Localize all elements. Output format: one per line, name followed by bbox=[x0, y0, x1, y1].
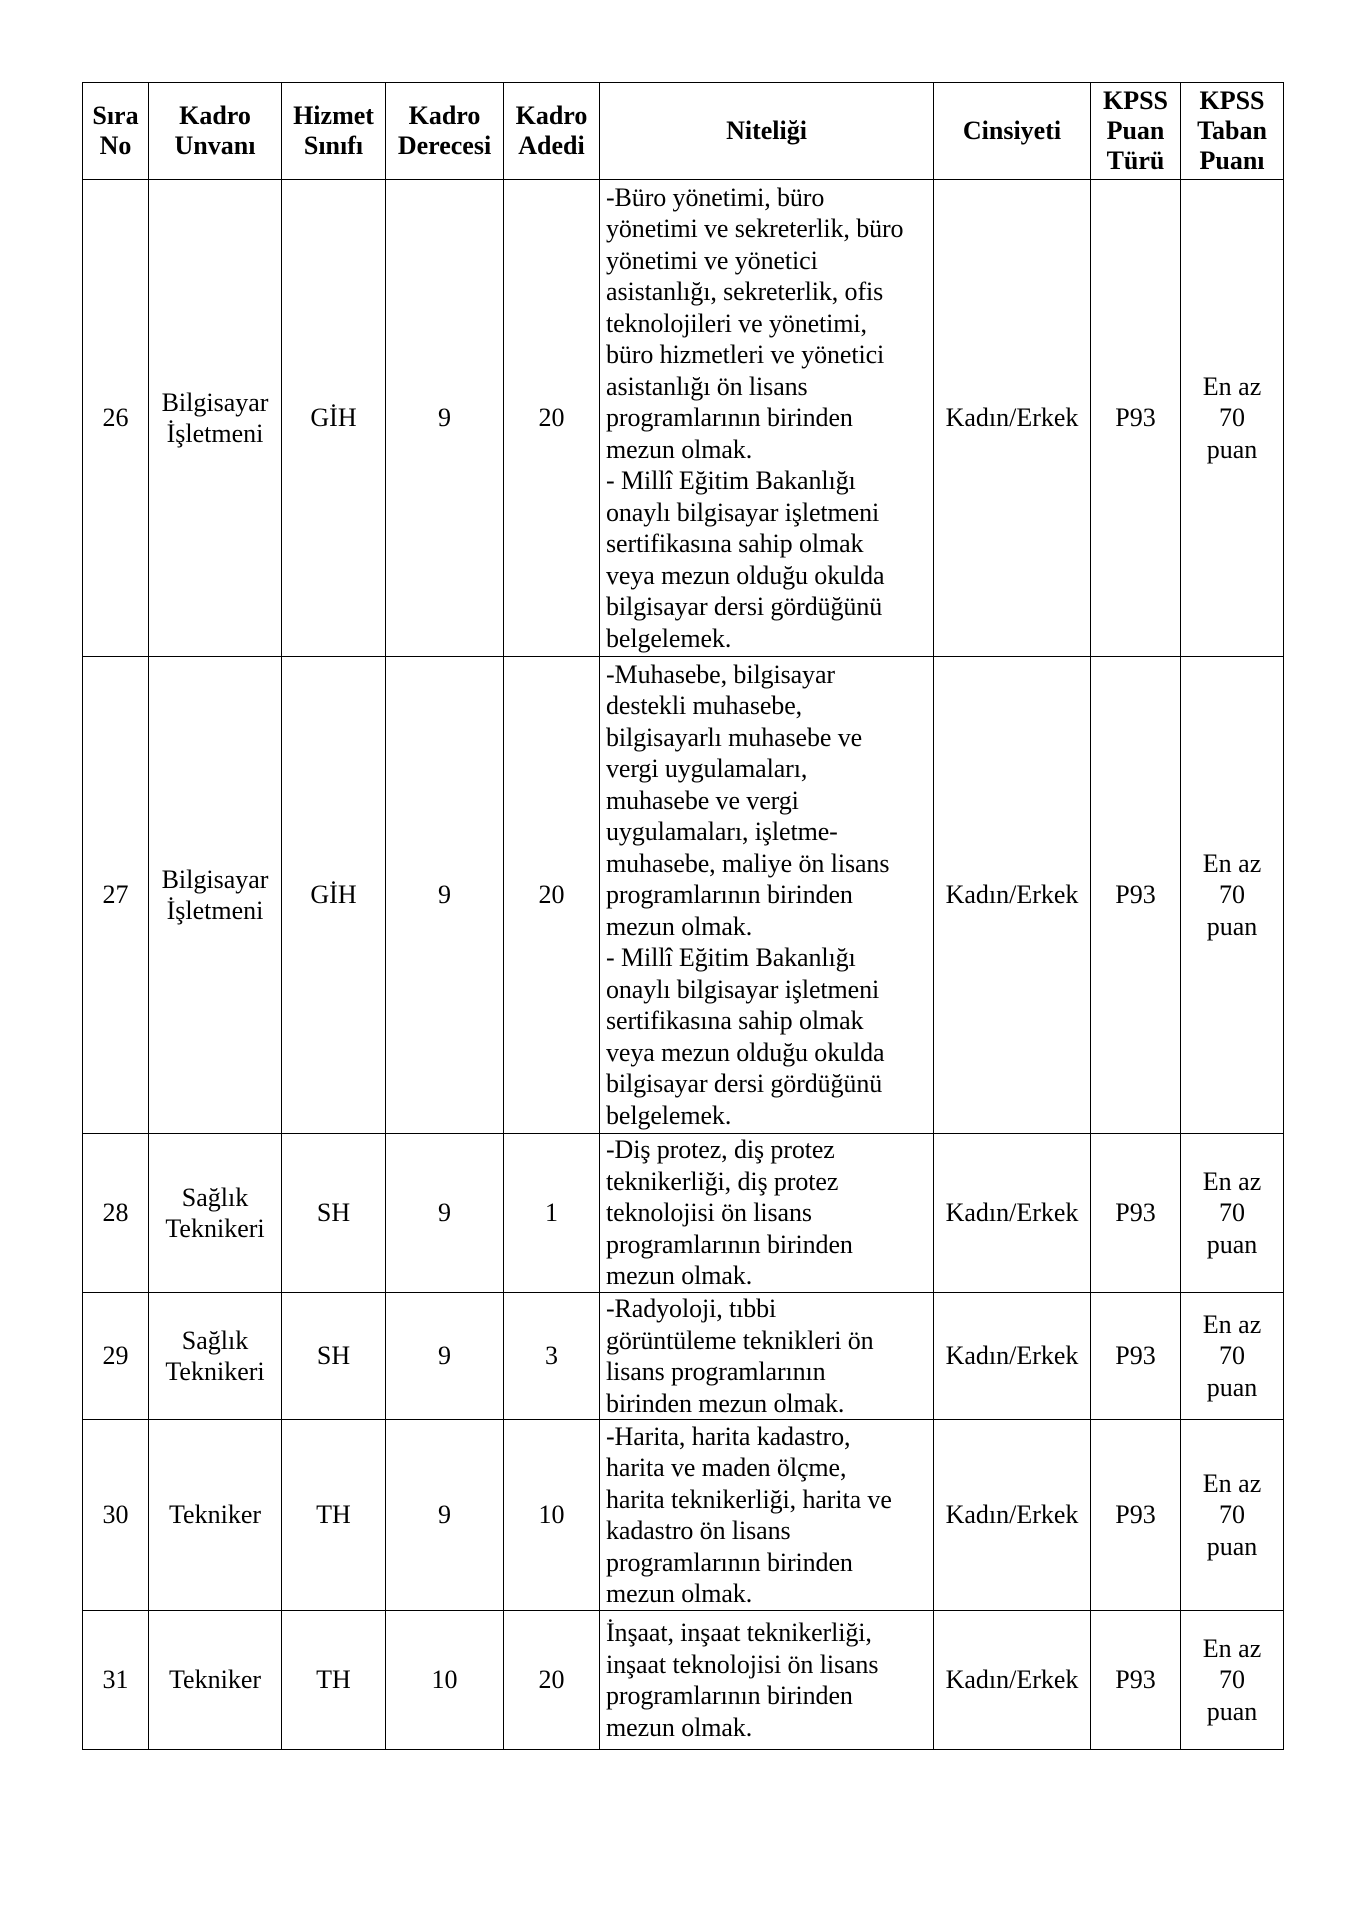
table-header-row bbox=[83, 83, 1284, 180]
cell-kpss-puan-turu: P93 bbox=[1091, 1611, 1181, 1750]
cell-kpss-taban-puani: En az 70 puan bbox=[1181, 1134, 1284, 1293]
cell-sira-no: 31 bbox=[83, 1611, 149, 1750]
table-row bbox=[83, 1293, 1284, 1420]
cell-kadro-derecesi: 9 bbox=[386, 1134, 504, 1293]
cell-kadro-adedi: 20 bbox=[504, 180, 600, 657]
cell-kadro-unvani: Sağlık Teknikeri bbox=[149, 1134, 282, 1293]
cell-cinsiyeti: Kadın/Erkek bbox=[934, 1134, 1091, 1293]
cell-niteligi: -Harita, harita kadastro, harita ve maden ölçme, harita teknikerliği, harita ve kadastro ön lisans programlarının birinden mezun olmak. bbox=[600, 1420, 934, 1611]
cell-hizmet-sinifi: TH bbox=[282, 1611, 386, 1750]
cell-hizmet-sinifi: SH bbox=[282, 1293, 386, 1420]
cell-kadro-derecesi: 9 bbox=[386, 1420, 504, 1611]
cell-niteligi: -Radyoloji, tıbbi görüntüleme teknikleri ön lisans programlarının birinden mezun olmak. bbox=[600, 1293, 934, 1420]
cell-cinsiyeti: Kadın/Erkek bbox=[934, 1293, 1091, 1420]
cell-niteligi: -Diş protez, diş protez teknikerliği, diş protez teknolojisi ön lisans programlarının birinden mezun olmak. bbox=[600, 1134, 934, 1293]
cell-hizmet-sinifi: SH bbox=[282, 1134, 386, 1293]
cell-kadro-unvani: Bilgisayar İşletmeni bbox=[149, 180, 282, 657]
cell-sira-no: 26 bbox=[83, 180, 149, 657]
cell-kadro-adedi: 10 bbox=[504, 1420, 600, 1611]
cell-kpss-taban-puani: En az 70 puan bbox=[1181, 180, 1284, 657]
cell-sira-no: 28 bbox=[83, 1134, 149, 1293]
cell-sira-no: 29 bbox=[83, 1293, 149, 1420]
header-kpss-puan-turu: KPSS Puan Türü bbox=[1091, 83, 1181, 180]
cell-cinsiyeti: Kadın/Erkek bbox=[934, 657, 1091, 1134]
table-row bbox=[83, 1134, 1284, 1293]
header-niteligi: Niteliği bbox=[600, 83, 934, 180]
cell-niteligi: İnşaat, inşaat teknikerliği, inşaat teknolojisi ön lisans programlarının birinden mezun olmak. bbox=[600, 1611, 934, 1750]
header-kadro-adedi: Kadro Adedi bbox=[504, 83, 600, 180]
cell-cinsiyeti: Kadın/Erkek bbox=[934, 1420, 1091, 1611]
header-hizmet-sinifi: Hizmet Sınıfı bbox=[282, 83, 386, 180]
cell-kadro-derecesi: 9 bbox=[386, 1293, 504, 1420]
cell-kpss-taban-puani: En az 70 puan bbox=[1181, 1420, 1284, 1611]
cell-hizmet-sinifi: TH bbox=[282, 1420, 386, 1611]
cell-hizmet-sinifi: GİH bbox=[282, 180, 386, 657]
cell-kpss-taban-puani: En az 70 puan bbox=[1181, 1293, 1284, 1420]
cell-kpss-puan-turu: P93 bbox=[1091, 1293, 1181, 1420]
cell-cinsiyeti: Kadın/Erkek bbox=[934, 1611, 1091, 1750]
cell-kadro-unvani: Bilgisayar İşletmeni bbox=[149, 657, 282, 1134]
cell-kadro-adedi: 20 bbox=[504, 1611, 600, 1750]
cell-kadro-derecesi: 10 bbox=[386, 1611, 504, 1750]
cell-kadro-unvani: Tekniker bbox=[149, 1611, 282, 1750]
cell-kadro-unvani: Sağlık Teknikeri bbox=[149, 1293, 282, 1420]
cell-sira-no: 27 bbox=[83, 657, 149, 1134]
table-row bbox=[83, 180, 1284, 657]
cell-kadro-unvani: Tekniker bbox=[149, 1420, 282, 1611]
cell-kpss-puan-turu: P93 bbox=[1091, 1420, 1181, 1611]
cell-hizmet-sinifi: GİH bbox=[282, 657, 386, 1134]
cell-niteligi: -Muhasebe, bilgisayar destekli muhasebe, bilgisayarlı muhasebe ve vergi uygulamaları, muhasebe ve vergi uygulamaları, işletme- muhasebe, maliye ön lisans programlarının birinden mezun olmak. - Millî Eğitim Bakanlığı onaylı bilgisayar işletmeni sertifikasına sahip olmak veya mezun olduğu okulda bilgisayar dersi gördüğünü belgelemek. bbox=[600, 657, 934, 1134]
header-kadro-unvani: Kadro Unvanı bbox=[149, 83, 282, 180]
cell-kpss-taban-puani: En az 70 puan bbox=[1181, 1611, 1284, 1750]
header-sira-no: Sıra No bbox=[83, 83, 149, 180]
cell-kadro-adedi: 3 bbox=[504, 1293, 600, 1420]
table-row bbox=[83, 657, 1284, 1134]
kadro-table bbox=[82, 82, 1284, 1750]
cell-kadro-derecesi: 9 bbox=[386, 657, 504, 1134]
header-kpss-taban-puani: KPSS Taban Puanı bbox=[1181, 83, 1284, 180]
cell-kadro-adedi: 20 bbox=[504, 657, 600, 1134]
cell-kpss-taban-puani: En az 70 puan bbox=[1181, 657, 1284, 1134]
header-cinsiyeti: Cinsiyeti bbox=[934, 83, 1091, 180]
cell-sira-no: 30 bbox=[83, 1420, 149, 1611]
header-kadro-derecesi: Kadro Derecesi bbox=[386, 83, 504, 180]
cell-kpss-puan-turu: P93 bbox=[1091, 180, 1181, 657]
cell-kpss-puan-turu: P93 bbox=[1091, 657, 1181, 1134]
table-row bbox=[83, 1420, 1284, 1611]
cell-kadro-derecesi: 9 bbox=[386, 180, 504, 657]
table-row bbox=[83, 1611, 1284, 1750]
cell-kpss-puan-turu: P93 bbox=[1091, 1134, 1181, 1293]
cell-cinsiyeti: Kadın/Erkek bbox=[934, 180, 1091, 657]
cell-niteligi: -Büro yönetimi, büro yönetimi ve sekreterlik, büro yönetimi ve yönetici asistanlığı, sekreterlik, ofis teknolojileri ve yönetimi, büro hizmetleri ve yönetici asistanlığı ön lisans programlarının birinden mezun olmak. - Millî Eğitim Bakanlığı onaylı bilgisayar işletmeni sertifikasına sahip olmak veya mezun olduğu okulda bilgisayar dersi gördüğünü belgelemek. bbox=[600, 180, 934, 657]
cell-kadro-adedi: 1 bbox=[504, 1134, 600, 1293]
